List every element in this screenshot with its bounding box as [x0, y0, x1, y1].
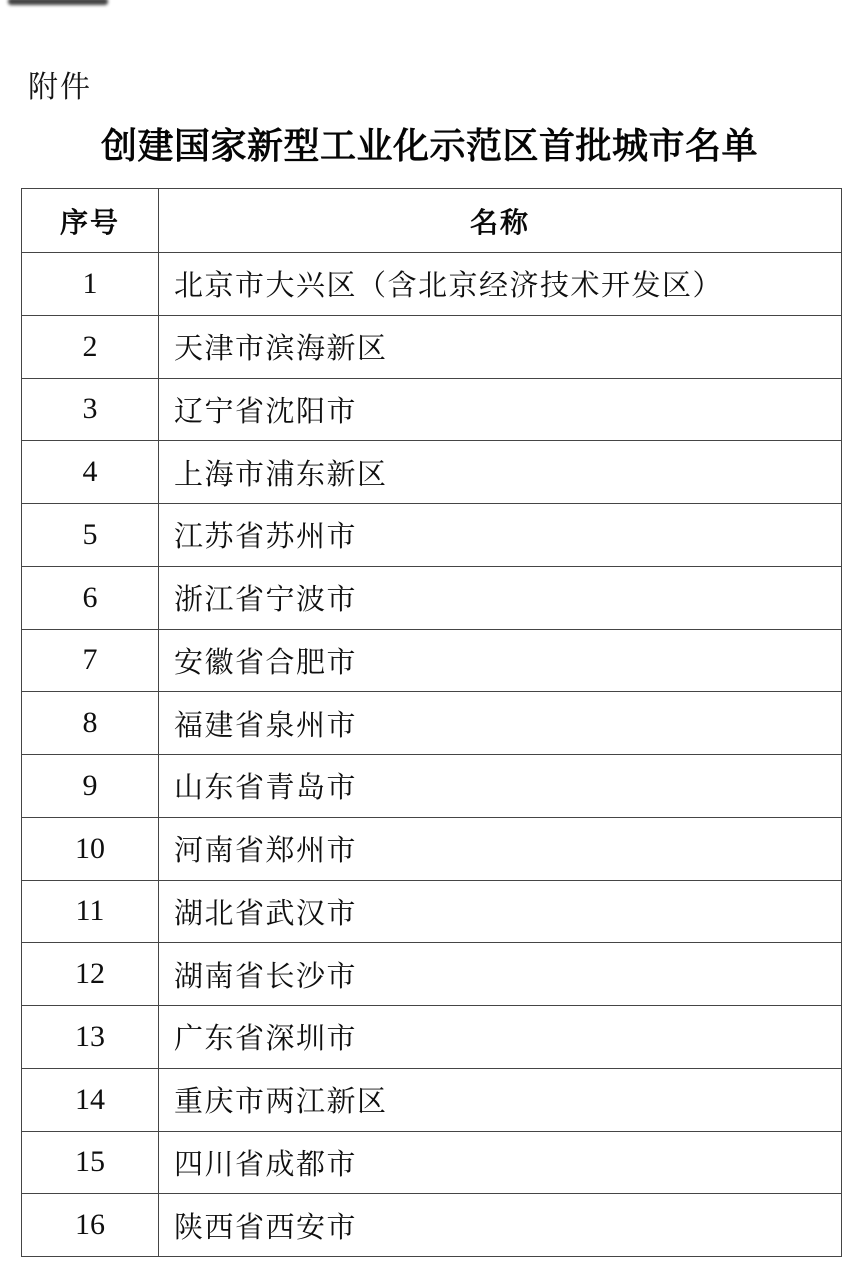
city-name-cell: 陕西省西安市 — [159, 1194, 842, 1257]
city-name-cell: 广东省深圳市 — [159, 1006, 842, 1069]
attachment-label: 附件 — [28, 70, 92, 105]
city-name-cell: 重庆市两江新区 — [159, 1068, 842, 1131]
row-number-cell: 14 — [22, 1068, 159, 1131]
row-number-cell: 9 — [22, 755, 159, 818]
city-list-table — [21, 188, 842, 1257]
row-number-cell: 7 — [22, 629, 159, 692]
city-name-cell: 安徽省合肥市 — [159, 629, 842, 692]
table-row — [22, 315, 842, 378]
city-name-cell: 辽宁省沈阳市 — [159, 378, 842, 441]
city-name-cell: 四川省成都市 — [159, 1131, 842, 1194]
table-row — [22, 504, 842, 567]
row-number-cell: 13 — [22, 1006, 159, 1069]
row-number-cell: 11 — [22, 880, 159, 943]
table-row — [22, 566, 842, 629]
row-number-cell: 12 — [22, 943, 159, 1006]
city-name-cell: 湖南省长沙市 — [159, 943, 842, 1006]
city-name-cell: 上海市浦东新区 — [159, 441, 842, 504]
city-name-cell: 天津市滨海新区 — [159, 315, 842, 378]
table-row — [22, 378, 842, 441]
table-row — [22, 1068, 842, 1131]
city-name-cell: 江苏省苏州市 — [159, 504, 842, 567]
table-row — [22, 1194, 842, 1257]
page-title: 创建国家新型工业化示范区首批城市名单 — [100, 126, 758, 166]
row-number-cell: 3 — [22, 378, 159, 441]
row-number-cell: 8 — [22, 692, 159, 755]
city-name-cell: 福建省泉州市 — [159, 692, 842, 755]
header-cell-number: 序号 — [22, 189, 159, 253]
table-row — [22, 755, 842, 818]
table-row — [22, 1006, 842, 1069]
city-name-cell: 浙江省宁波市 — [159, 566, 842, 629]
city-name-cell: 山东省青岛市 — [159, 755, 842, 818]
row-number-cell: 6 — [22, 566, 159, 629]
table-row — [22, 817, 842, 880]
header-row — [22, 189, 842, 253]
row-number-cell: 5 — [22, 504, 159, 567]
city-name-cell: 湖北省武汉市 — [159, 880, 842, 943]
row-number-cell: 16 — [22, 1194, 159, 1257]
row-number-cell: 1 — [22, 253, 159, 316]
city-table-body — [22, 253, 842, 1257]
table-row — [22, 629, 842, 692]
table-row — [22, 943, 842, 1006]
row-number-cell: 4 — [22, 441, 159, 504]
table-row — [22, 880, 842, 943]
table-header — [22, 189, 842, 253]
table-row — [22, 1131, 842, 1194]
table-row — [22, 441, 842, 504]
row-number-cell: 10 — [22, 817, 159, 880]
table-row — [22, 692, 842, 755]
table-row — [22, 253, 842, 316]
city-name-cell: 河南省郑州市 — [159, 817, 842, 880]
city-name-cell: 北京市大兴区（含北京经济技术开发区） — [159, 253, 842, 316]
scan-smudge-artifact — [8, 0, 108, 5]
row-number-cell: 2 — [22, 315, 159, 378]
row-number-cell: 15 — [22, 1131, 159, 1194]
header-cell-name: 名称 — [159, 189, 842, 253]
